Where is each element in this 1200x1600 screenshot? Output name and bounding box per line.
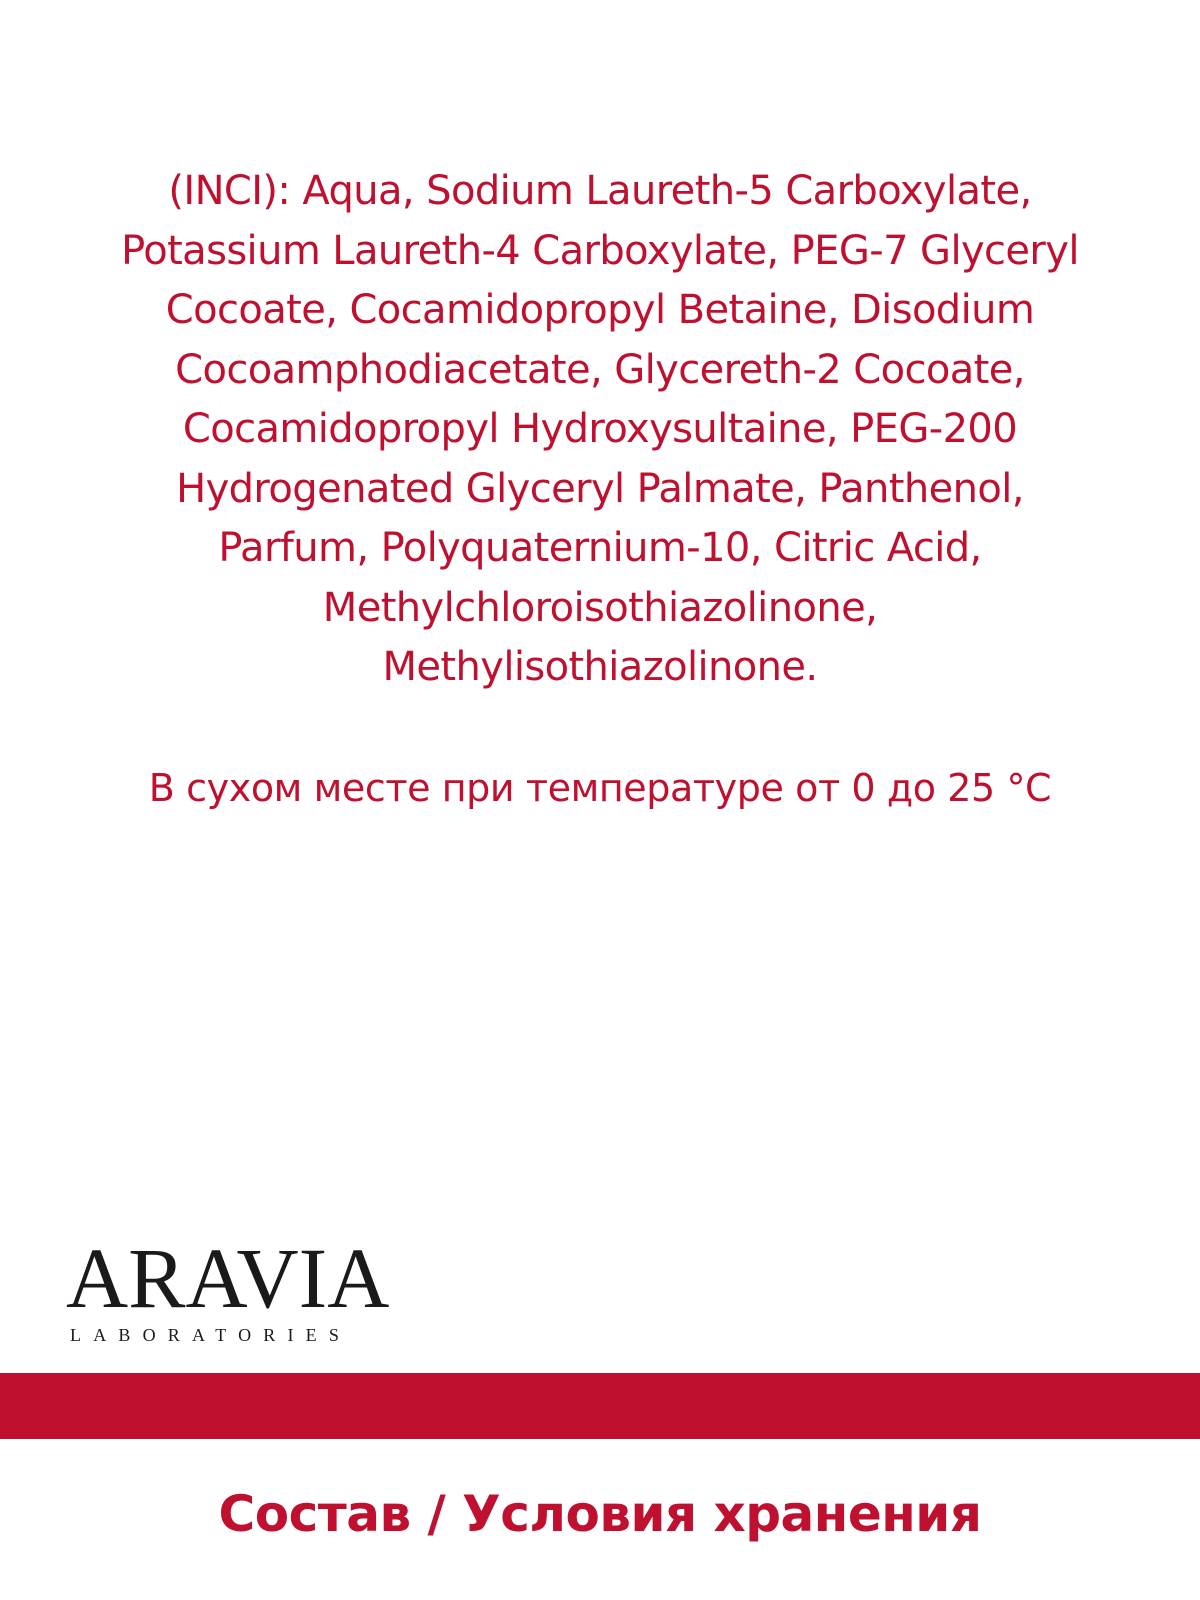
- ingredients-text: [70, 162, 1130, 698]
- ingredients-line: Hydrogenated Glyceryl Palmate, Panthenol,: [176, 465, 1024, 512]
- ingredients-line: (INCI): Aqua, Sodium Laureth-5 Carboxylate,: [168, 168, 1032, 214]
- ingredients-line: Cocamidopropyl Hydroxysultaine, PEG-200: [182, 406, 1018, 452]
- logo-subtitle: LABORATORIES: [70, 1325, 352, 1345]
- ingredients-line: Methylisothiazolinone.: [382, 644, 818, 690]
- ingredients-line: Cocoate, Cocamidopropyl Betaine, Disodium: [165, 287, 1035, 333]
- ingredients-line: Parfum, Polyquaternium-10, Citric Acid,: [218, 525, 982, 571]
- brand-logo: [66, 1230, 406, 1345]
- ingredients-line: Potassium Laureth-4 Carboxylate, PEG-7 Glyceryl: [121, 227, 1079, 274]
- accent-band: [0, 1373, 1200, 1439]
- storage-conditions-text: В сухом месте при температуре от 0 до 25 °C: [148, 766, 1052, 810]
- footer-title: Состав / Условия хранения: [218, 1485, 982, 1543]
- logo-wordmark: ARAVIA: [66, 1230, 390, 1326]
- ingredients-line: Methylchloroisothiazolinone,: [322, 584, 878, 631]
- ingredients-line: Cocoamphodiacetate, Glycereth-2 Cocoate,: [175, 346, 1025, 393]
